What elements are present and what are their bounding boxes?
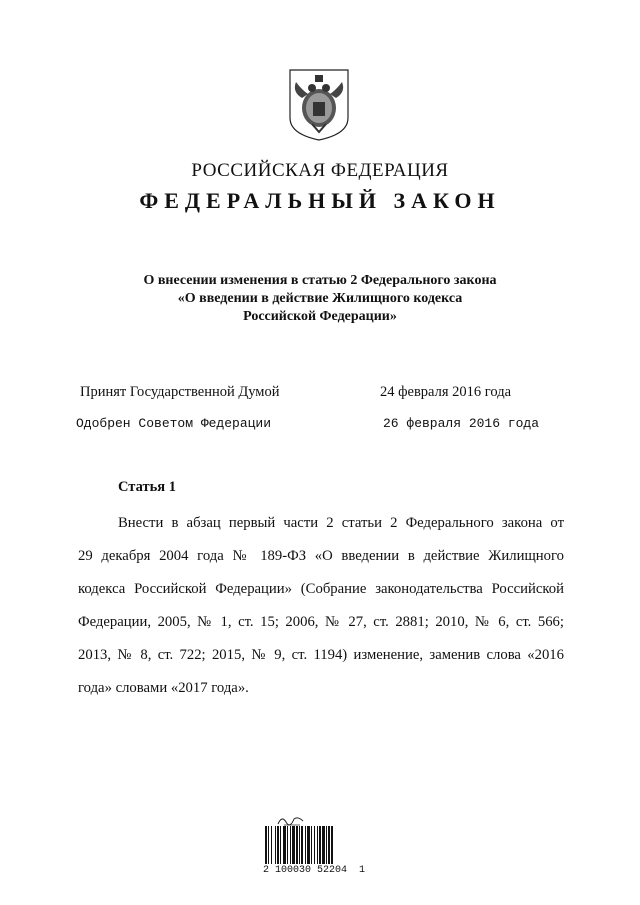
article-text-line: года» словами «2017 года». — [78, 680, 249, 696]
state-emblem-icon — [288, 68, 350, 142]
article-text-line: кодекса Российской Федерации» (Собрание законодательства Российской — [78, 581, 564, 597]
council-approval-label: Одобрен Советом Федерации — [76, 416, 272, 431]
article-text-line: Федерации, 2005, № 1, ст. 15; 2006, № 27, ст. 2881; 2010, № 6, ст. 566; — [78, 614, 564, 630]
article-text-line: 2013, № 8, ст. 722; 2015, № 9, ст. 1194) изменение, заменив слова «2016 — [78, 647, 564, 663]
law-type-heading: ФЕДЕРАЛЬНЫЙ ЗАКОН — [139, 188, 501, 213]
article-text-line: Внести в абзац первый части 2 статьи 2 Федерального закона от — [118, 515, 564, 531]
barcode-number: 2 100030 52204 1 — [263, 865, 366, 876]
duma-adoption-label: Принят Государственной Думой — [80, 384, 280, 400]
law-title-line: О внесении изменения в статью 2 Федерального закона — [143, 273, 497, 288]
council-approval-date: 26 февраля 2016 года — [383, 416, 540, 431]
article-heading: Статья 1 — [118, 479, 176, 495]
law-title-line: Российской Федерации» — [243, 309, 397, 324]
signature-mark-icon — [276, 813, 306, 827]
law-title-line: «О введении в действие Жилищного кодекса — [177, 291, 463, 306]
law-title — [100, 272, 540, 326]
barcode-icon — [265, 826, 373, 864]
article-text-line: 29 декабря 2004 года № 189-ФЗ «О введении в действие Жилищного — [78, 548, 564, 564]
country-heading: РОССИЙСКАЯ ФЕДЕРАЦИЯ — [191, 160, 449, 181]
duma-adoption-date: 24 февраля 2016 года — [380, 384, 512, 400]
